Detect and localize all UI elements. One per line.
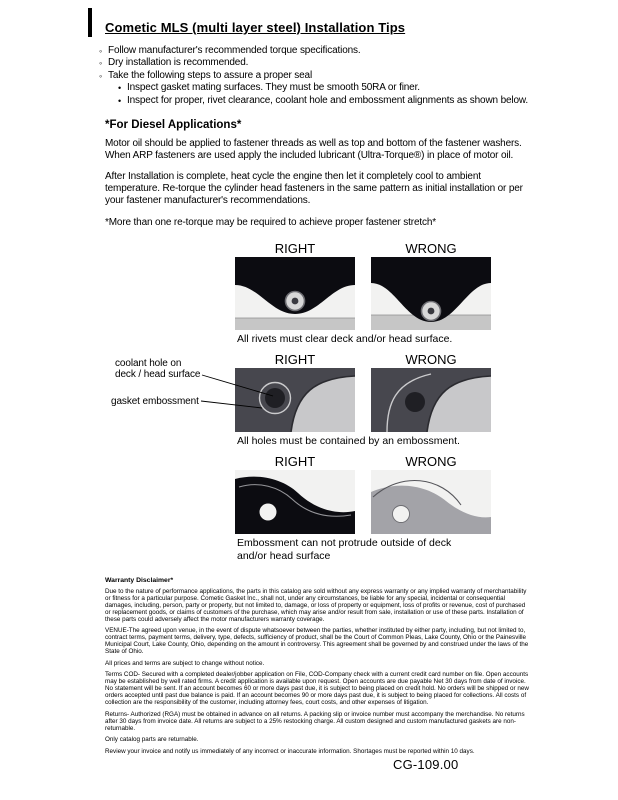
right-wrong-labels: [235, 241, 529, 256]
diagram-panels: [235, 368, 529, 432]
right-wrong-labels: [235, 352, 529, 367]
list-item: [99, 70, 529, 82]
diagram-caption: Embossment can not protrude outside of deck and/or head surface: [237, 536, 452, 562]
list-item-text: Inspect gasket mating surfaces. They must be smooth 50RA or finer.: [127, 82, 420, 94]
filled-bullet-icon: •: [118, 83, 122, 94]
diagram-row-embossment: [105, 454, 529, 563]
warranty-paragraph: Due to the nature of performance applications, the parts in this catalog are sold without any express warranty or any implied warranty of merchantability or fitness for a particular purpose. Cometic Gasket Inc., shall not, under any circumstances, be liable for any special, incidental or consequential damages, including, person, party or property, but not limited to, damage, or loss of property or equipment, loss of profits or revenue, cost of purchased or replacement goods, or claims of customers of the purchase, which may arise and/or result from sale, installation or use of these parts. Installation of these parts could adversely affect the motor manufacturers warranty coverage.: [105, 587, 527, 623]
page-edge-mark: [88, 8, 92, 37]
diesel-applications-heading: *For Diesel Applications*: [105, 119, 242, 132]
diagram-caption: All holes must be contained by an embossment.: [237, 434, 460, 447]
installation-tips-list: [99, 45, 529, 107]
coolant-hole-wrong-diagram: [371, 368, 491, 432]
warranty-paragraph: Returns- Authorized (RGA) must be obtained in advance on all returns. A packing slip or invoice number must accompany the merchandise. No returns after 30 days from invoice date. All returns are subject to a 25% restocking charge. All custom designed and custom manufactured gaskets are non-returnable.: [105, 710, 525, 732]
warranty-paragraph: Terms COD- Secured with a completed dealer/jobber application on File, COD-Company check with a current credit card number on file. Open accounts may be established by well rated firms. A credit application is available upon request. Open accounts are due payable Net 30 days from date of invoice. No statement will be sent. If an account becomes 60 or more days past due, it is subject to being placed on credit hold. No orders will be shipped or new orders accepted until past due balance is paid. If an account becomes 90 or more days past due, it is subject to being placed for collections. All costs of collection are the responsibility of the customer, including attorney fees, court costs, and other expenses of litigation.: [105, 671, 529, 707]
diagram-panels: [235, 257, 529, 330]
wrong-label: WRONG: [405, 240, 457, 256]
embossment-wrong-diagram: [371, 470, 491, 534]
open-bullet-icon: ◦: [99, 46, 103, 56]
diagram-panels: [235, 470, 529, 534]
callout-line: coolant hole on: [115, 357, 182, 369]
page-title: Cometic MLS (multi layer steel) Installation Tips: [105, 20, 406, 35]
warranty-paragraph: Review your invoice and notify us immediately of any incorrect or inaccurate information. Shortages must be reported within 10 days.: [105, 747, 475, 755]
warranty-disclaimer-section: [105, 577, 529, 755]
list-item-text: Dry installation is recommended.: [108, 57, 249, 69]
warranty-paragraph: VENUE-The agreed upon venue, in the event of dispute whatsoever between the parties, whether instituted by either party, including, but not limited to, contract terms, payment terms, delivery, type, defects, sufficiency of product, shall be the Court of Common Pleas, Lake County, Ohio or the Painesville Municipal Court, Lake County, Ohio, depending on the amount in controversy. This agreement shall be governed by and construed under the laws of the State of Ohio.: [105, 627, 529, 656]
right-label: RIGHT: [274, 453, 316, 469]
wrong-label: WRONG: [405, 453, 457, 469]
list-item: [99, 57, 529, 69]
open-bullet-icon: ◦: [99, 58, 103, 69]
list-sub-item: [118, 82, 529, 94]
callout-gasket-embossment: gasket embossment: [111, 395, 199, 407]
page-code: CG-109.00: [393, 757, 459, 772]
diesel-paragraph-1: Motor oil should be applied to fastener threads as well as top and bottom of the fastener washers. When ARP fasteners are used apply the included lubricant (Ultra-Torque®) in place of motor oil.: [105, 138, 522, 162]
rivet-clearance-right-diagram: [235, 257, 355, 330]
list-item-text: Follow manufacturer's recommended torque specifications.: [108, 45, 361, 56]
callout-line: deck / head surface: [115, 369, 201, 381]
right-label: RIGHT: [274, 240, 316, 256]
diagram-row-rivets: [105, 241, 529, 346]
list-sub-item: [118, 95, 529, 107]
rivet-clearance-wrong-diagram: [371, 257, 491, 330]
warranty-paragraph: Only catalog parts are returnable.: [105, 736, 199, 744]
right-label: RIGHT: [274, 351, 316, 367]
warranty-heading: Warranty Disclaimer*: [105, 576, 174, 584]
diagram-row-coolant-holes: [105, 352, 529, 448]
coolant-hole-right-diagram: [235, 368, 355, 432]
page-content: [99, 20, 529, 759]
callout-coolant-hole: [115, 358, 215, 381]
list-item: [99, 45, 529, 57]
wrong-label: WRONG: [405, 351, 457, 367]
retorque-note: *More than one re-torque may be required to achieve proper fastener stretch*: [105, 216, 437, 228]
warranty-paragraph: All prices and terms are subject to change without notice.: [105, 659, 265, 667]
list-item-text: Take the following steps to assure a proper seal: [108, 69, 313, 81]
diagram-caption: All rivets must clear deck and/or head surface.: [237, 332, 453, 345]
open-bullet-icon: ◦: [99, 70, 103, 81]
right-wrong-labels: [235, 454, 529, 469]
list-item-text: Inspect for proper, rivet clearance, coolant hole and embossment alignments as shown below.: [127, 94, 529, 106]
diesel-paragraph-2: After Installation is complete, heat cycle the engine then let it completely cool to ambient temperature. Re-torque the cylinder head fasteners in the same pattern as initial installation or per your fastener manufacturer's recommendations.: [105, 171, 523, 207]
embossment-right-diagram: [235, 470, 355, 534]
filled-bullet-icon: •: [118, 95, 122, 106]
diagram-section: [105, 241, 529, 563]
